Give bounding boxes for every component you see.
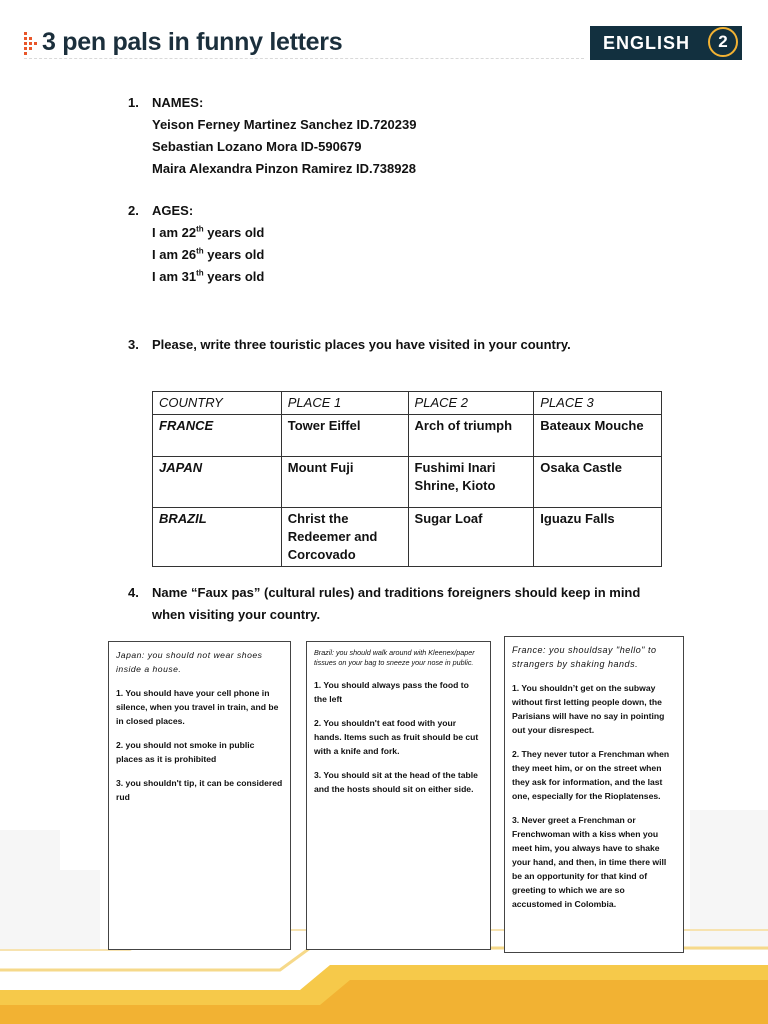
place-cell: Christ the Redeemer and Corcovado	[281, 508, 408, 567]
tip-item: 2. You shouldn't eat food with your hands. Items such as fruit should be cut with a knife and fork.	[314, 718, 479, 756]
question-text-line: when visiting your country.	[152, 607, 321, 622]
tip-item: 1. You shouldn’t get on the subway without first letting people down, the Parisians will have no say in pointing out your disrespect.	[512, 683, 665, 735]
tip-item: 2. you should not smoke in public places as it is prohibited	[116, 740, 255, 764]
name-item: Sebastian Lozano Mora ID-590679	[152, 139, 362, 154]
france-tips-box	[504, 636, 684, 953]
name-item: Maira Alexandra Pinzon Ramirez ID.738928	[152, 161, 416, 176]
header-cell: PLACE 3	[534, 392, 662, 415]
country-cell: JAPAN	[153, 457, 282, 508]
question-number: 4.	[128, 585, 139, 600]
box-intro: France: you shouldsay "hello" to strangers by shaking hands.	[512, 645, 657, 669]
table-row	[153, 415, 662, 457]
name-item: Yeison Ferney Martinez Sanchez ID.720239	[152, 117, 417, 132]
page-header	[0, 0, 768, 62]
header-cell: PLACE 2	[408, 392, 534, 415]
question-label: NAMES:	[152, 95, 204, 110]
header-cell: COUNTRY	[153, 392, 282, 415]
age-item: I am 26th years old	[152, 246, 265, 262]
question-text-line: Name “Faux pas” (cultural rules) and traditions foreigners should keep in mind	[152, 585, 641, 600]
box-intro: Japan: you should not wear shoes inside a house.	[116, 650, 263, 674]
place-cell: Mount Fuji	[281, 457, 408, 508]
country-cell: BRAZIL	[153, 508, 282, 567]
question-number: 2.	[128, 203, 139, 218]
place-cell: Arch of triumph	[408, 415, 534, 457]
brazil-tips-box	[306, 641, 491, 950]
header-divider	[24, 58, 584, 59]
country-cell: FRANCE	[153, 415, 282, 457]
tip-item: 2. They never tutor a Frenchman when they meet him, or on the street when they ask for information, and the last one, especially for the Rioplatenses.	[512, 749, 670, 801]
table-header-row	[153, 392, 662, 415]
place-cell: Iguazu Falls	[534, 508, 662, 567]
place-cell: Tower Eiffel	[281, 415, 408, 457]
place-cell: Fushimi Inari Shrine, Kioto	[408, 457, 534, 508]
brand-label: ENGLISH	[603, 33, 691, 53]
place-cell: Osaka Castle	[534, 457, 662, 508]
places-table	[152, 391, 662, 567]
table-row	[153, 457, 662, 508]
header-cell: PLACE 1	[281, 392, 408, 415]
question-number: 3.	[128, 337, 139, 352]
place-cell: Bateaux Mouche	[534, 415, 662, 457]
place-cell: Sugar Loaf	[408, 508, 534, 567]
tip-item: 3. You should sit at the head of the table and the hosts should sit on either side.	[314, 770, 478, 794]
tip-item: 1. You should always pass the food to the left	[314, 680, 469, 704]
arrow-logo-icon	[24, 30, 38, 56]
japan-tips-box	[108, 641, 291, 950]
question-label: AGES:	[152, 203, 194, 218]
tip-item: 1. You should have your cell phone in silence, when you travel in train, and be in closed places.	[116, 688, 279, 726]
tip-item: 3. you shouldn't tip, it can be considered rud	[116, 778, 283, 802]
table-row	[153, 508, 662, 567]
page-title: 3 pen pals in funny letters	[42, 28, 343, 56]
age-item: I am 22th years old	[152, 224, 265, 240]
question-text: Please, write three touristic places you have visited in your country.	[152, 337, 571, 352]
level-badge: 2	[708, 27, 738, 57]
age-item: I am 31th years old	[152, 268, 265, 284]
tip-item: 3. Never greet a Frenchman or Frenchwoman with a kiss when you meet him, you always have to shake your hand, and then, in time there will be an opportunity for that kind of greeting to which we are so accustomed in Colombia.	[512, 815, 667, 909]
box-intro: Brazil: you should walk around with Kleenex/paper tissues on your bag to sneeze your nose in public.	[314, 648, 475, 667]
question-number: 1.	[128, 95, 139, 110]
